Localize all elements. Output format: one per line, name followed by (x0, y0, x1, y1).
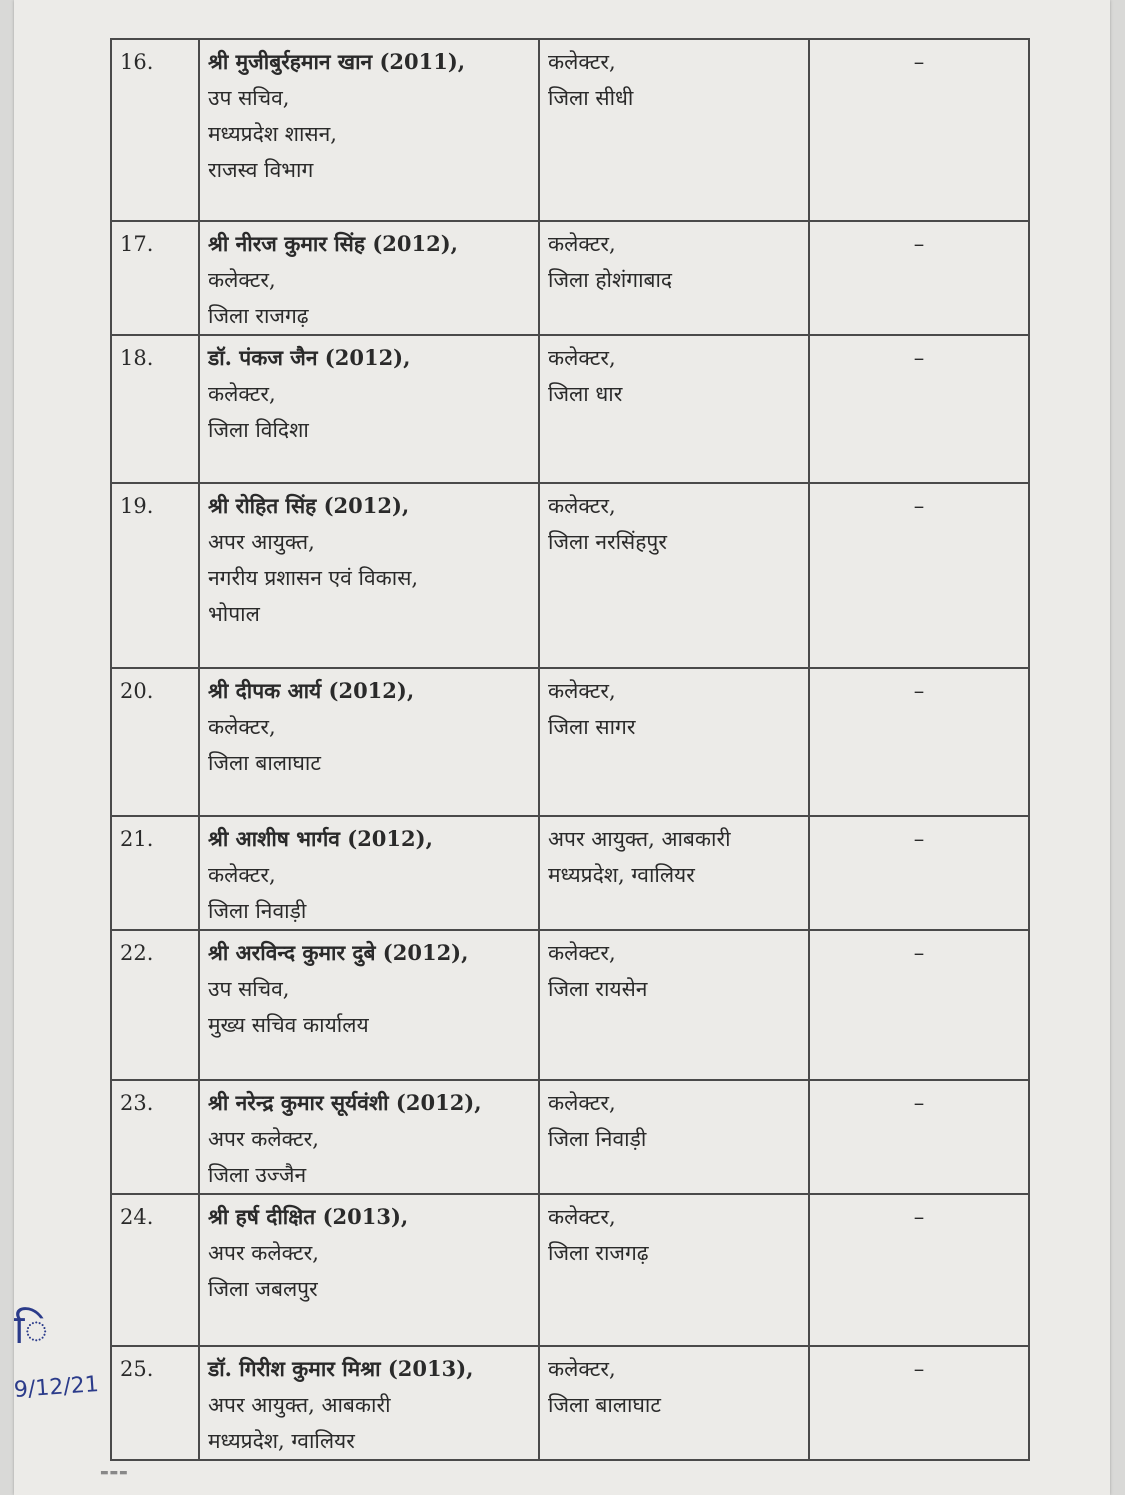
officer-name: श्री दीपक आर्य (2012), (208, 678, 415, 703)
table-row (111, 335, 1029, 483)
document-page (14, 0, 1110, 1495)
serial-number: 20. (111, 668, 199, 816)
new-posting-cell (539, 1194, 809, 1346)
remarks-cell: – (809, 221, 1029, 335)
officer-name: श्री नीरज कुमार सिंह (2012), (208, 231, 458, 256)
serial-number: 17. (111, 221, 199, 335)
table-row (111, 930, 1029, 1080)
officer-name: डॉ. पंकज जैन (2012), (208, 345, 411, 370)
officer-current-post-cell (199, 221, 539, 335)
officer-current-post-cell (199, 816, 539, 930)
officer-name: श्री मुजीबुर्रहमान खान (2011), (208, 49, 466, 74)
serial-number: 23. (111, 1080, 199, 1194)
current-post-line: अपर आयुक्त, आबकारी (208, 1393, 391, 1417)
remarks-cell: – (809, 1080, 1029, 1194)
current-post-line: अपर कलेक्टर, (208, 1241, 319, 1265)
current-post-line: कलेक्टर, (208, 715, 276, 739)
table-body (111, 39, 1029, 1460)
serial-number: 16. (111, 39, 199, 221)
serial-number: 18. (111, 335, 199, 483)
remarks-cell: – (809, 668, 1029, 816)
current-post-line: जिला उज्जैन (208, 1163, 307, 1187)
remarks-cell: – (809, 483, 1029, 668)
new-posting-line: जिला नरसिंहपुर (548, 530, 667, 554)
transfer-order-table (110, 38, 1030, 1461)
new-posting-cell (539, 483, 809, 668)
new-posting-line: अपर आयुक्त, आबकारी (548, 827, 731, 851)
current-post-line: अपर कलेक्टर, (208, 1127, 319, 1151)
remarks-cell: – (809, 1194, 1029, 1346)
remarks-cell: – (809, 930, 1029, 1080)
officer-current-post-cell (199, 1194, 539, 1346)
new-posting-line: कलेक्टर, (548, 941, 616, 965)
table-row (111, 668, 1029, 816)
current-post-line: उप सचिव, (208, 977, 290, 1001)
remarks-cell: – (809, 335, 1029, 483)
current-post-line: कलेक्टर, (208, 268, 276, 292)
new-posting-cell (539, 335, 809, 483)
table-row (111, 1080, 1029, 1194)
current-post-line: जिला राजगढ़ (208, 304, 309, 328)
serial-number: 21. (111, 816, 199, 930)
officer-name: श्री नरेन्द्र कुमार सूर्यवंशी (2012), (208, 1090, 482, 1115)
table-row (111, 221, 1029, 335)
new-posting-cell (539, 816, 809, 930)
serial-number: 19. (111, 483, 199, 668)
new-posting-cell (539, 930, 809, 1080)
current-post-line: अपर आयुक्त, (208, 530, 315, 554)
table-row (111, 1194, 1029, 1346)
officer-current-post-cell (199, 668, 539, 816)
new-posting-line: कलेक्टर, (548, 50, 616, 74)
remarks-cell: – (809, 1346, 1029, 1460)
table-row (111, 483, 1029, 668)
new-posting-line: जिला सीधी (548, 86, 634, 110)
officer-name: श्री अरविन्द कुमार दुबे (2012), (208, 940, 469, 965)
serial-number: 24. (111, 1194, 199, 1346)
footer-print-mark: ▬▬▬ (100, 1468, 129, 1478)
new-posting-line: जिला धार (548, 382, 623, 406)
current-post-line: कलेक्टर, (208, 863, 276, 887)
new-posting-cell (539, 668, 809, 816)
new-posting-line: जिला बालाघाट (548, 1393, 661, 1417)
table-row (111, 1346, 1029, 1460)
new-posting-line: कलेक्टर, (548, 1205, 616, 1229)
officer-name: श्री रोहित सिंह (2012), (208, 493, 410, 518)
current-post-line: मध्यप्रदेश, ग्वालियर (208, 1429, 355, 1453)
current-post-line: मध्यप्रदेश शासन, (208, 122, 337, 146)
officer-current-post-cell (199, 39, 539, 221)
new-posting-line: जिला राजगढ़ (548, 1241, 649, 1265)
current-post-line: उप सचिव, (208, 86, 290, 110)
remarks-cell: – (809, 39, 1029, 221)
serial-number: 22. (111, 930, 199, 1080)
officer-current-post-cell (199, 335, 539, 483)
handwritten-margin-mark: ि (14, 1307, 49, 1353)
table-row (111, 816, 1029, 930)
current-post-line: भोपाल (208, 602, 260, 626)
current-post-line: मुख्य सचिव कार्यालय (208, 1013, 369, 1037)
new-posting-cell (539, 1346, 809, 1460)
remarks-cell: – (809, 816, 1029, 930)
officer-name: श्री हर्ष दीक्षित (2013), (208, 1204, 409, 1229)
new-posting-line: कलेक्टर, (548, 346, 616, 370)
current-post-line: जिला जबलपुर (208, 1277, 318, 1301)
current-post-line: कलेक्टर, (208, 382, 276, 406)
new-posting-line: कलेक्टर, (548, 494, 616, 518)
current-post-line: जिला निवाड़ी (208, 899, 307, 923)
officer-current-post-cell (199, 1346, 539, 1460)
officer-name: श्री आशीष भार्गव (2012), (208, 826, 433, 851)
new-posting-line: जिला रायसेन (548, 977, 648, 1001)
current-post-line: राजस्व विभाग (208, 158, 314, 182)
new-posting-line: जिला होशंगाबाद (548, 268, 673, 292)
officer-current-post-cell (199, 930, 539, 1080)
new-posting-line: कलेक्टर, (548, 1091, 616, 1115)
new-posting-cell (539, 39, 809, 221)
new-posting-line: कलेक्टर, (548, 679, 616, 703)
new-posting-line: जिला सागर (548, 715, 636, 739)
table-row (111, 39, 1029, 221)
current-post-line: जिला बालाघाट (208, 751, 321, 775)
handwritten-date-note: 9/12/21 (13, 1372, 100, 1403)
new-posting-line: कलेक्टर, (548, 1357, 616, 1381)
officer-name: डॉ. गिरीश कुमार मिश्रा (2013), (208, 1356, 474, 1381)
new-posting-cell (539, 1080, 809, 1194)
serial-number: 25. (111, 1346, 199, 1460)
new-posting-line: कलेक्टर, (548, 232, 616, 256)
new-posting-cell (539, 221, 809, 335)
current-post-line: नगरीय प्रशासन एवं विकास, (208, 566, 419, 590)
new-posting-line: मध्यप्रदेश, ग्वालियर (548, 863, 695, 887)
new-posting-line: जिला निवाड़ी (548, 1127, 647, 1151)
current-post-line: जिला विदिशा (208, 418, 309, 442)
officer-current-post-cell (199, 1080, 539, 1194)
officer-current-post-cell (199, 483, 539, 668)
